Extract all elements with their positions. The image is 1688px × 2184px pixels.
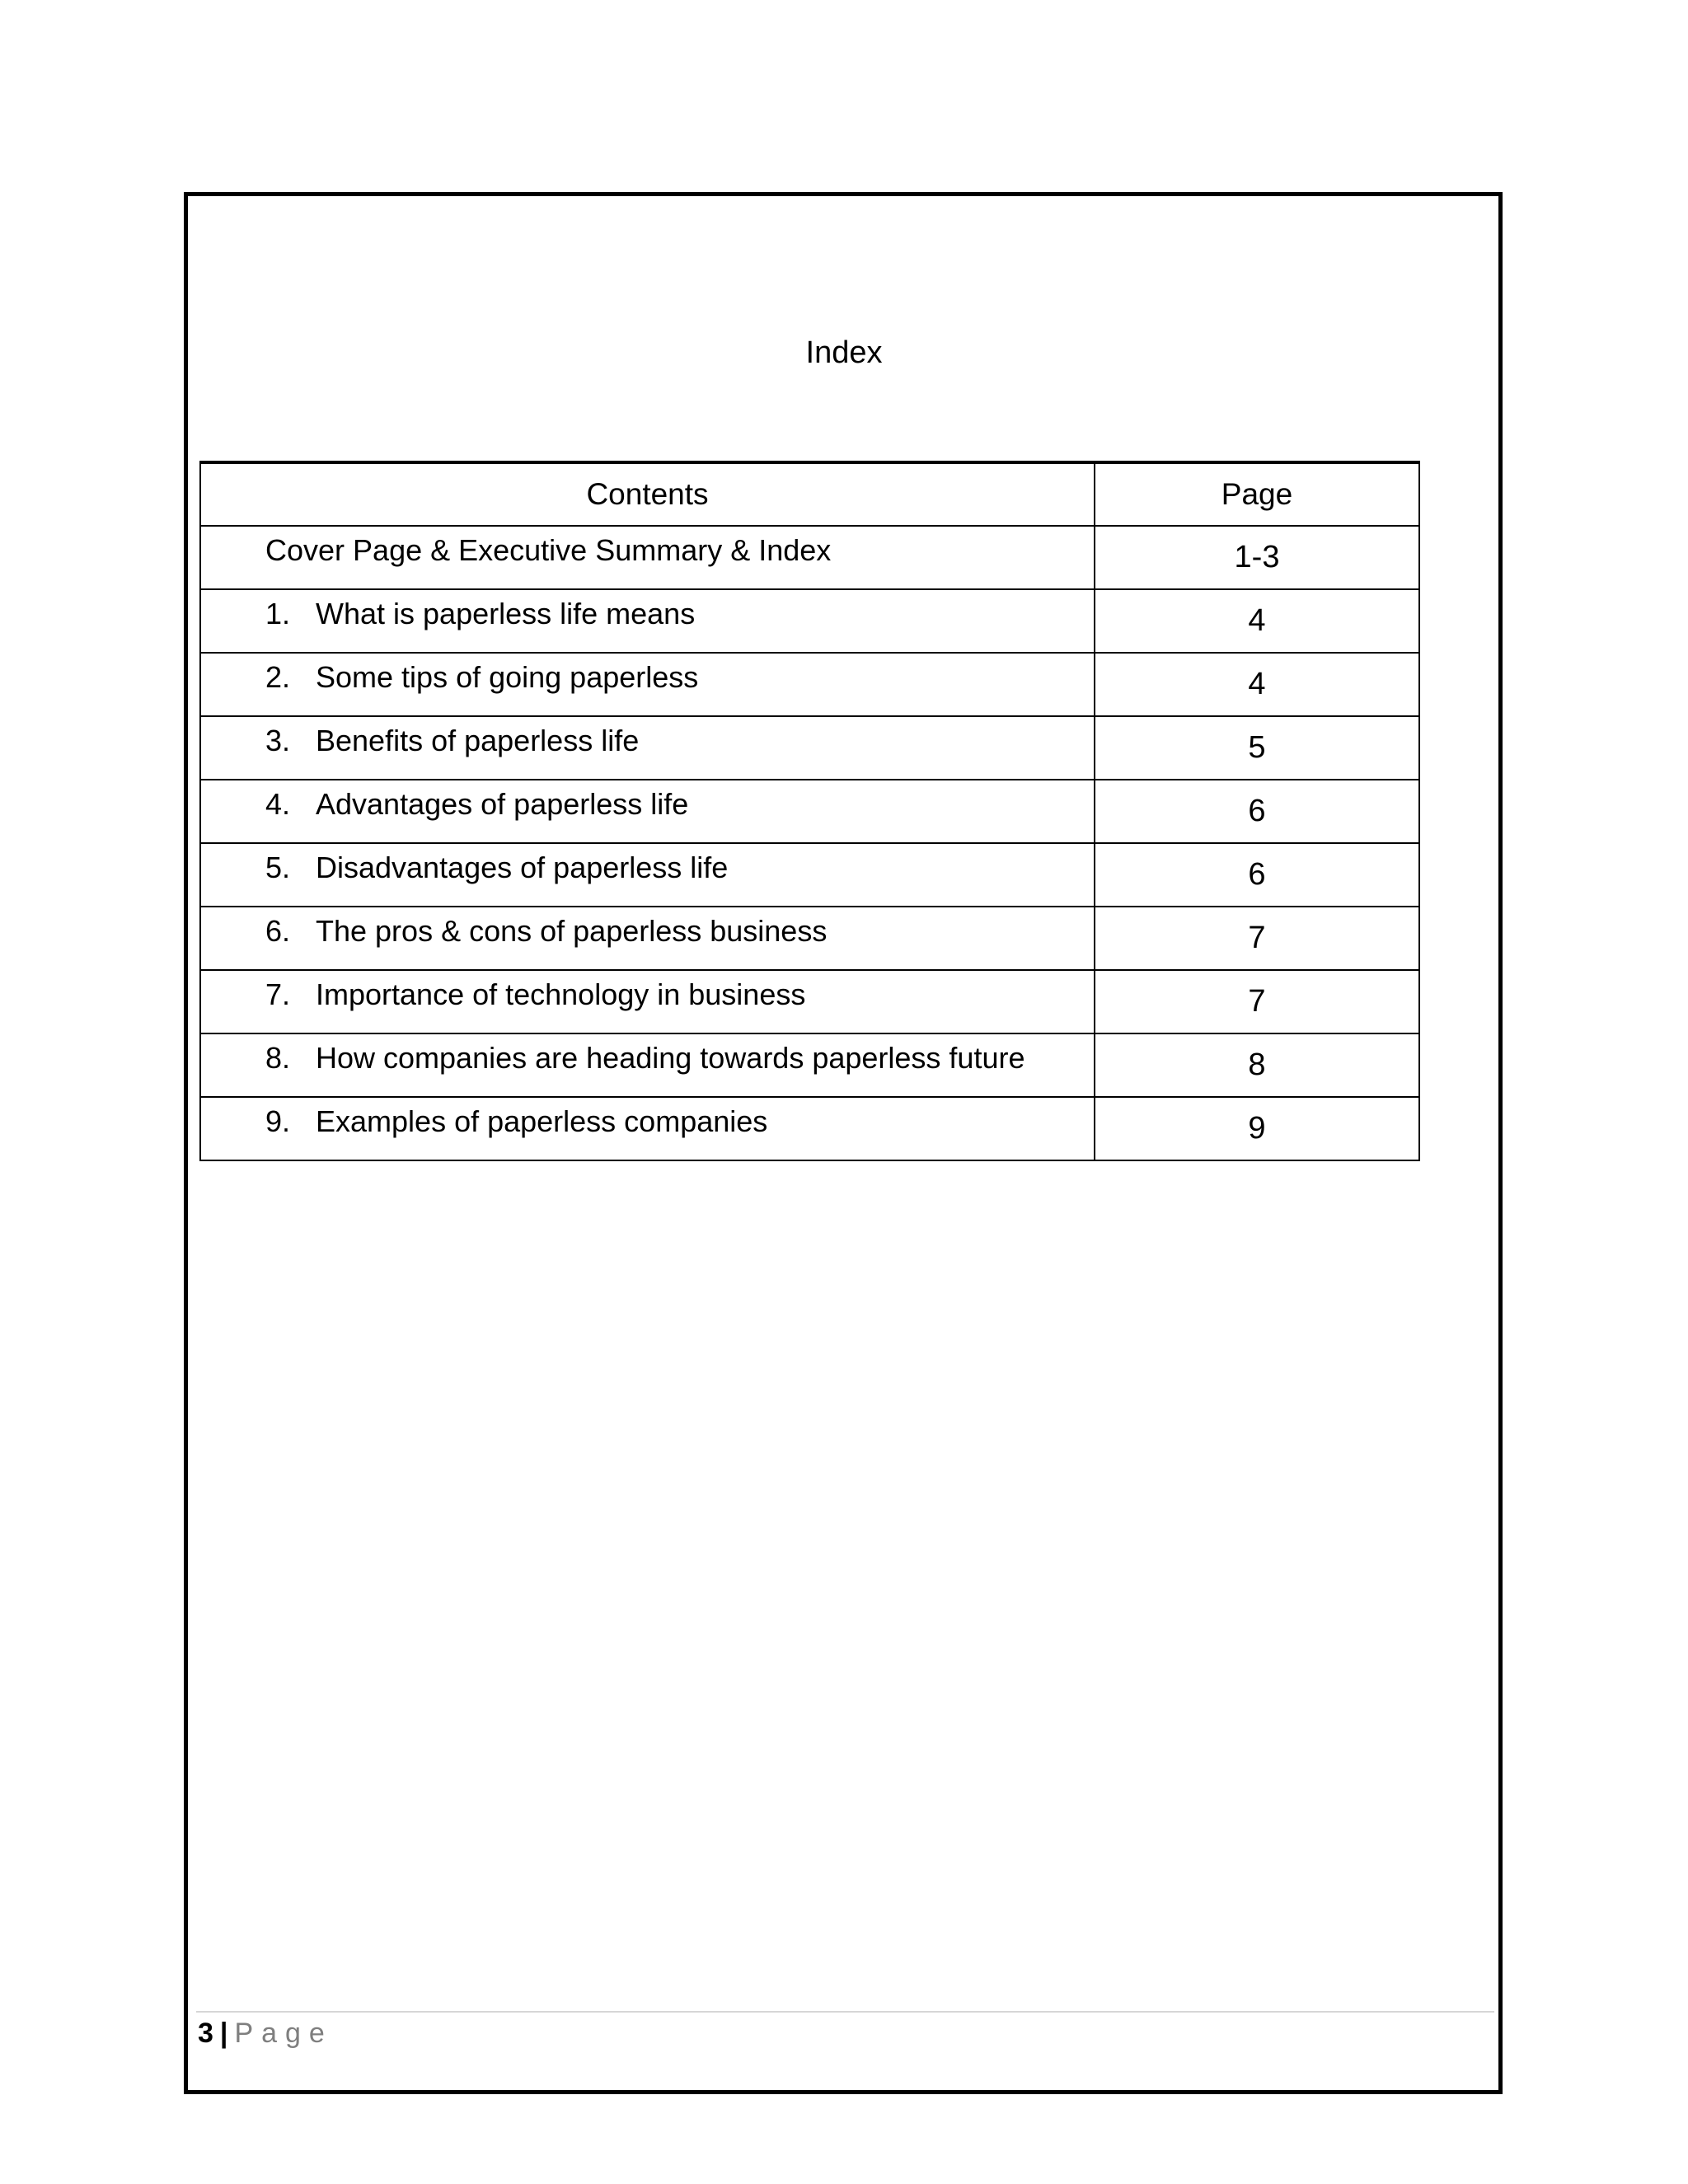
row-title: Disadvantages of paperless life bbox=[316, 851, 729, 884]
row-page: 4 bbox=[1095, 589, 1419, 653]
row-content bbox=[200, 716, 1095, 780]
index-table bbox=[199, 461, 1420, 1161]
row-number: 8. bbox=[265, 1041, 291, 1075]
row-page: 1-3 bbox=[1095, 526, 1419, 589]
row-number: 2. bbox=[265, 660, 291, 694]
row-content bbox=[200, 843, 1095, 907]
row-content bbox=[200, 589, 1095, 653]
row-title: The pros & cons of paperless business bbox=[316, 914, 828, 948]
table-row bbox=[200, 653, 1419, 716]
row-title: What is paperless life means bbox=[316, 597, 696, 630]
page-footer bbox=[198, 2013, 333, 2054]
row-content bbox=[200, 1033, 1095, 1097]
row-title: Importance of technology in business bbox=[316, 977, 806, 1011]
table-row bbox=[200, 843, 1419, 907]
page-header: Page bbox=[1095, 462, 1419, 526]
row-number: 6. bbox=[265, 914, 291, 948]
row-page: 7 bbox=[1095, 970, 1419, 1033]
footer-separator: | bbox=[219, 2018, 228, 2049]
row-content bbox=[200, 526, 1095, 589]
row-page: 4 bbox=[1095, 653, 1419, 716]
row-title: Benefits of paperless life bbox=[316, 724, 640, 757]
footer-page-label: Page bbox=[234, 2018, 333, 2049]
footer-divider bbox=[196, 2011, 1494, 2013]
table-row bbox=[200, 716, 1419, 780]
page-title: Index bbox=[805, 335, 883, 370]
row-title: Examples of paperless companies bbox=[316, 1104, 768, 1138]
row-page: 8 bbox=[1095, 1033, 1419, 1097]
row-number: 3. bbox=[265, 724, 291, 757]
table-row bbox=[200, 1033, 1419, 1097]
row-number: 7. bbox=[265, 977, 291, 1011]
row-page: 6 bbox=[1095, 843, 1419, 907]
table-row bbox=[200, 970, 1419, 1033]
row-number: 4. bbox=[265, 787, 291, 821]
table-row bbox=[200, 780, 1419, 843]
row-title: Cover Page & Executive Summary & Index bbox=[265, 533, 832, 567]
row-content bbox=[200, 653, 1095, 716]
row-content bbox=[200, 780, 1095, 843]
row-number: 1. bbox=[265, 597, 291, 630]
row-content bbox=[200, 907, 1095, 970]
table-row bbox=[200, 589, 1419, 653]
table-row bbox=[200, 526, 1419, 589]
row-title: Some tips of going paperless bbox=[316, 660, 699, 694]
row-page: 7 bbox=[1095, 907, 1419, 970]
row-page: 9 bbox=[1095, 1097, 1419, 1160]
row-title: Advantages of paperless life bbox=[316, 787, 689, 821]
table-row bbox=[200, 907, 1419, 970]
row-number: 9. bbox=[265, 1104, 291, 1138]
contents-header: Contents bbox=[200, 462, 1095, 526]
table-header-row bbox=[200, 462, 1419, 526]
row-title: How companies are heading towards paperless future bbox=[316, 1041, 1025, 1075]
row-content bbox=[200, 1097, 1095, 1160]
row-number: 5. bbox=[265, 851, 291, 884]
row-page: 5 bbox=[1095, 716, 1419, 780]
footer-page-number: 3 bbox=[198, 2018, 213, 2049]
row-page: 6 bbox=[1095, 780, 1419, 843]
table-row bbox=[200, 1097, 1419, 1160]
row-content bbox=[200, 970, 1095, 1033]
